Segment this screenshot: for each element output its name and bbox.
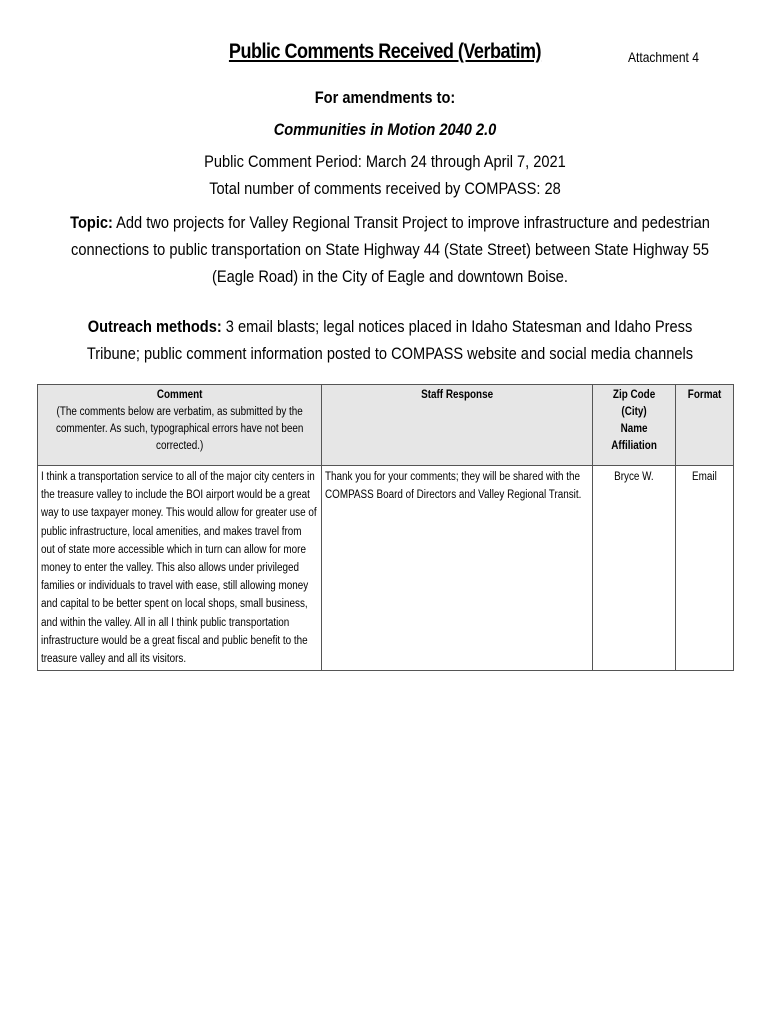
table-header-row: [38, 385, 734, 466]
staff-response-text: Thank you for your comments; they will be shared with the COMPASS Board of Directors and Valley Regional Transit.: [325, 471, 582, 502]
zip-name-column-header: [593, 385, 676, 466]
staff-response-column-header: [322, 385, 593, 466]
comment-header-label: Comment: [156, 389, 203, 401]
zip-code-header: Zip Code: [612, 389, 656, 401]
table-row: [38, 466, 734, 671]
format-value: Email: [692, 471, 717, 483]
comment-text: I think a transportation service to all of the major city centers in the treasure valley to include the BOI airport would be a great way to use taxpayer money. This would allow for greater use of public infrastructure, local amenities, and makes travel from out of state more accessible which in turn can allow for more money to enter the valley. This also allows under privileged families or individuals to travel with ease, still allowing money and capital to be better spent on local shops, small business, and within the valley. All in all I think public transportation infrastructure would be a great fiscal and public benefit to the treasure valley and all its visitors.: [41, 471, 317, 666]
commenter-name: Bryce W.: [614, 471, 654, 483]
outreach-text: 3 email blasts; legal notices placed in Idaho Statesman and Idaho Press Tribune; public comment information posted to COMPASS website and social media channels: [86, 317, 694, 363]
total-comments: Total number of comments received by COMPASS: 28: [209, 179, 561, 198]
topic-paragraph: [63, 209, 717, 290]
staff-response-header-label: Staff Response: [421, 389, 494, 401]
format-header-label: Format: [687, 389, 722, 401]
page-title: Public Comments Received (Verbatim): [228, 40, 542, 63]
affiliation-header: Affiliation: [611, 440, 657, 452]
comment-column-header: [38, 385, 322, 466]
comment-cell: [38, 466, 322, 671]
topic-text: Add two projects for Valley Regional Transit Project to improve infrastructure and pedestrian connections to public transportation on State Highway 44 (State Street) between State Highway 55 (Eagle Road) in the City of Eagle and downtown Boise.: [71, 213, 710, 286]
name-cell: [593, 466, 676, 671]
attachment-label: Attachment 4: [628, 49, 699, 65]
topic-label: Topic:: [70, 213, 113, 232]
format-cell: [676, 466, 734, 671]
plan-name: Communities in Motion 2040 2.0: [273, 120, 497, 139]
amendments-label: For amendments to:: [314, 88, 456, 107]
city-header: (City): [621, 406, 647, 418]
comments-table: [37, 384, 734, 671]
format-column-header: [676, 385, 734, 466]
staff-response-cell: [322, 466, 593, 671]
comment-period: Public Comment Period: March 24 through April 7, 2021: [204, 152, 566, 171]
outreach-label: Outreach methods:: [87, 317, 222, 336]
comment-header-note: (The comments below are verbatim, as submitted by the commenter. As such, typographical errors have not been corrected.): [55, 406, 304, 452]
name-header: Name: [620, 423, 648, 435]
outreach-paragraph: [63, 313, 717, 367]
